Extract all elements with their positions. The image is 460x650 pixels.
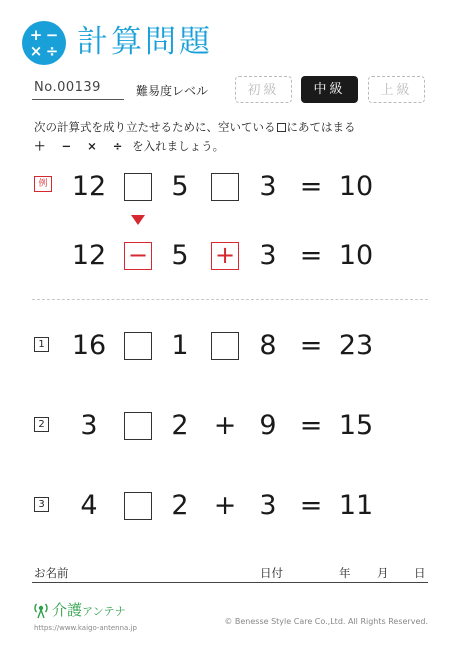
number-underline: [32, 99, 124, 100]
year-label: 年: [339, 566, 351, 580]
operator-blank[interactable]: [211, 332, 239, 360]
answer-minus: −: [124, 242, 152, 270]
operator-blank[interactable]: [124, 492, 152, 520]
month-label: 月: [377, 566, 389, 580]
answer-plus: +: [211, 242, 239, 270]
brand-url: https://www.kaigo-antenna.jp: [34, 624, 137, 632]
instruction-line-1: 次の計算式を成り立たせるために、空いている にあてはまる: [34, 120, 356, 134]
operator-blank[interactable]: [124, 173, 152, 201]
blank-square-icon: [277, 123, 286, 132]
signature-line: [32, 582, 428, 583]
problem-badge-3: 3: [34, 497, 49, 512]
name-label: お名前: [34, 566, 69, 580]
date-label: 日付: [260, 566, 283, 580]
level-intermediate: 中級: [301, 76, 358, 103]
problem-badge-1: 1: [34, 337, 49, 352]
brand-logo-text: 介護アンテナ: [52, 601, 126, 619]
section-divider: [32, 299, 428, 300]
antenna-logo-icon: [32, 601, 50, 619]
copyright: © Benesse Style Care Co.,Ltd. All Rights Reserved.: [224, 617, 428, 626]
operator-blank[interactable]: [211, 173, 239, 201]
level-advanced: 上級: [368, 76, 425, 103]
math-logo-icon: + − × ÷: [22, 21, 66, 65]
level-beginner: 初級: [235, 76, 292, 103]
operator-blank[interactable]: [124, 412, 152, 440]
worksheet-number: No.00139: [34, 80, 101, 95]
problem-badge-2: 2: [34, 417, 49, 432]
instruction-line-2: ＋ − × ÷ を入れましょう。: [34, 139, 225, 153]
down-arrow-icon: [131, 215, 145, 225]
page-title: 計算問題: [77, 24, 213, 60]
difficulty-label: 難易度レベル: [136, 84, 209, 98]
operator-blank[interactable]: [124, 332, 152, 360]
day-label: 日: [414, 566, 426, 580]
example-badge: 例: [34, 176, 52, 192]
